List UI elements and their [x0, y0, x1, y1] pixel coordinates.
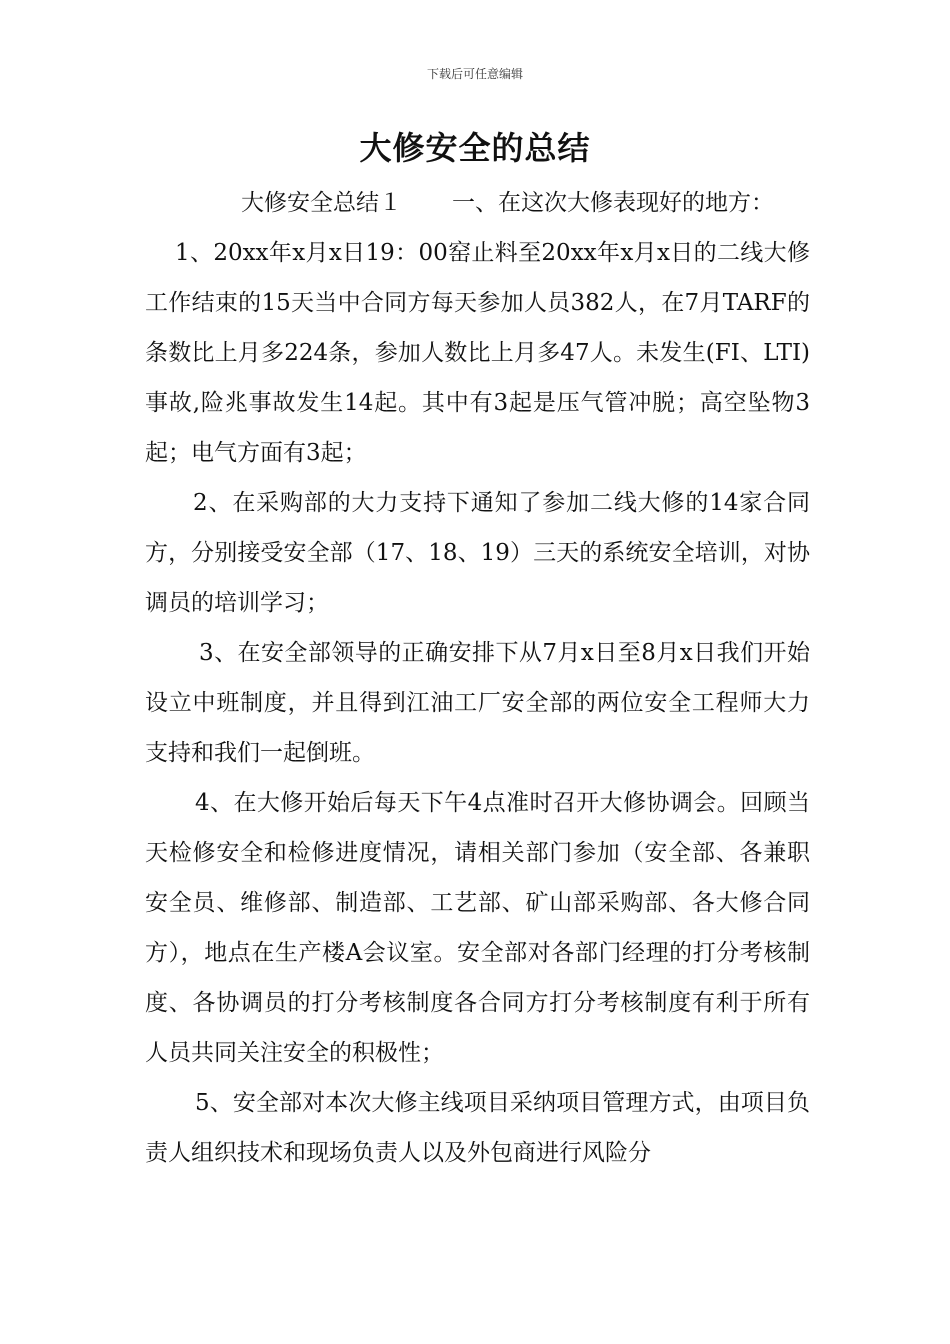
document-body: [145, 178, 810, 1178]
paragraph-2: 2、在采购部的大力支持下通知了参加二线大修的14家合同方，分别接受安全部（17、18、19）三天的系统安全培训，对协调员的培训学习；: [145, 490, 810, 616]
paragraph-4: 4、在大修开始后每天下午4点准时召开大修协调会。回顾当天检修安全和检修进度情况，请相关部门参加（安全部、各兼职安全员、维修部、制造部、工艺部、矿山部采购部、各大修合同方），地点在生产楼A会议室。安全部对各部门经理的打分考核制度、各协调员的打分考核制度各合同方打分考核制度有利于所有人员共同关注安全的积极性；: [145, 790, 810, 1066]
paragraph-5: 5、安全部对本次大修主线项目采纳项目管理方式，由项目负责人组织技术和现场负责人以及外包商进行风险分: [145, 1090, 810, 1166]
intro-label: 大修安全总结１: [241, 190, 402, 216]
document-title: 大修安全的总结: [359, 129, 591, 167]
header-note: 下载后可任意编辑: [426, 67, 523, 81]
intro-line: [145, 178, 810, 228]
section-heading: 一、在这次大修表现好的地方：: [452, 190, 774, 216]
paragraph-3: 3、在安全部领导的正确安排下从7月x日至8月x日我们开始设立中班制度，并且得到江油工厂安全部的两位安全工程师大力支持和我们一起倒班。: [145, 640, 810, 766]
paragraph-1: 1、20xx年x月x日19：00窑止料至20xx年x月x日的二线大修工作结束的15天当中合同方每天参加人员382人，在7月TARF的条数比上月多224条，参加人数比上月多47人。未发生(FI、LTI)事故,险兆事故发生14起。其中有3起是压气管冲脱；高空坠物3起；电气方面有3起；: [145, 240, 810, 466]
